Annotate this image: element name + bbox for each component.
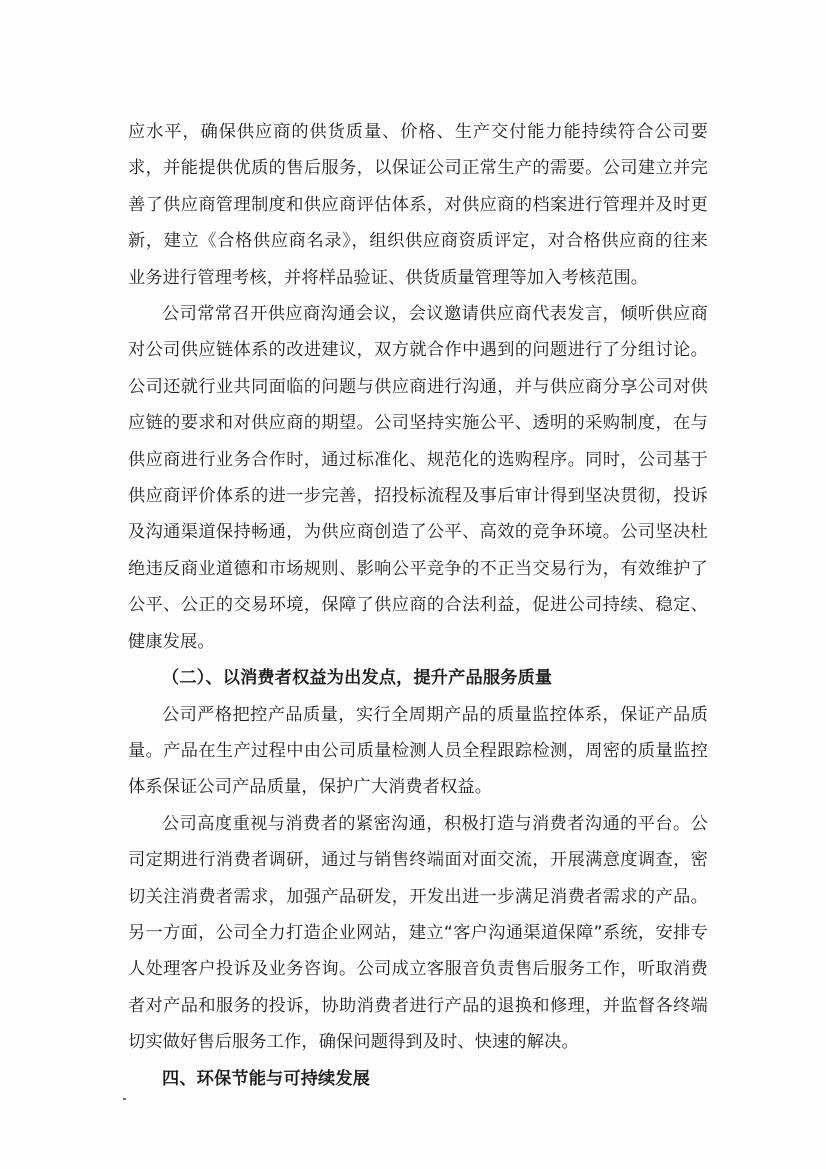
document-body bbox=[128, 114, 708, 1097]
paragraph-supplier-management: 应水平，确保供应商的供货质量、价格、生产交付能力能持续符合公司要求，并能提供优质的售后服务，以保证公司正常生产的需要。公司建立并完善了供应商管理制度和供应商评估体系，对供应商的档案进行管理并及时更新，建立《合格供应商名录》，组织供应商资质评定，对合格供应商的往来业务进行管理考核，并将样品验证、供货质量管理等加入考核范围。 bbox=[128, 122, 708, 288]
scan-speck bbox=[123, 1098, 126, 1100]
section-heading-environment: 四、环保节能与可持续发展 bbox=[162, 1068, 371, 1089]
paragraph-consumer-communication: 公司高度重视与消费者的紧密沟通，积极打造与消费者沟通的平台。公司定期进行消费者调研，通过与销售终端面对面交流，开展满意度调查，密切关注消费者需求，加强产品研发，开发出进一步满足消费者需求的产品。另一方面，公司全力打造企业网站，建立“客户沟通渠道保障”系统，安排专人处理客户投诉及业务咨询。公司成立客服音负责售后服务工作，听取消费者对产品和服务的投诉，协助消费者进行产品的退换和修理，并监督各终端切实做好售后服务工作，确保问题得到及时、快速的解决。 bbox=[128, 813, 708, 1053]
paragraph-product-quality: 公司严格把控产品质量，实行全周期产品的质量监控体系，保证产品质量。产品在生产过程中由公司质量检测人员全程跟踪检测，周密的质量监控体系保证公司产品质量，保护广大消费者权益。 bbox=[128, 704, 708, 798]
paragraph-supplier-communication: 公司常常召开供应商沟通会议，会议邀请供应商代表发言，倾听供应商对公司供应链体系的改进建议，双方就合作中遇到的问题进行了分组讨论。公司还就行业共同面临的问题与供应商进行沟通，并与供应商分享公司对供应链的要求和对供应商的期望。公司坚持实施公平、透明的采购制度，在与供应商进行业务合作时，通过标准化、规范化的选购程序。同时，公司基于供应商评价体系的进一步完善，招投标流程及事后审计得到坚决贯彻，投诉及沟通渠道保持畅通，为供应商创造了公平、高效的竞争环境。公司坚决杜绝违反商业道德和市场规则、影响公平竞争的不正当交易行为，有效维护了公平、公正的交易环境，保障了供应商的合法利益，促进公司持续、稳定、健康发展。 bbox=[128, 304, 708, 652]
section-heading-consumer-rights: （二）、以消费者权益为出发点，提升产品服务质量 bbox=[162, 668, 553, 689]
